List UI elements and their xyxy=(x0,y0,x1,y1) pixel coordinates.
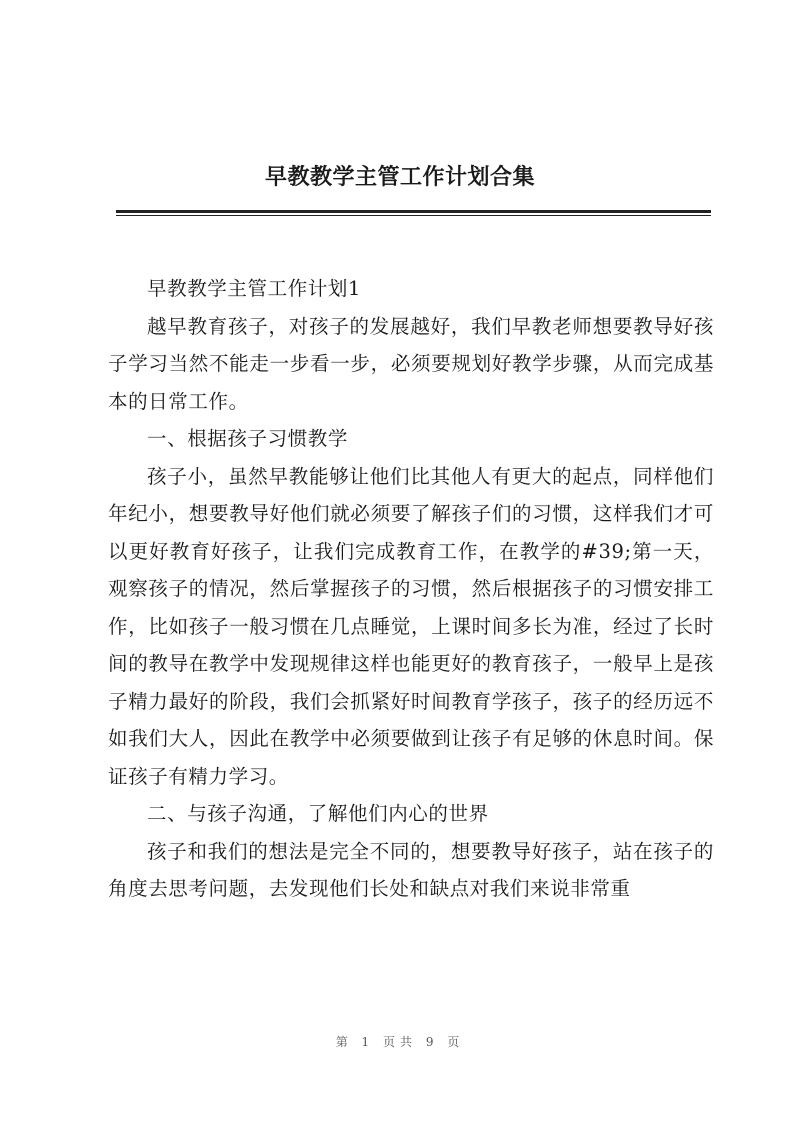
section-heading-2: 二、与孩子沟通，了解他们内心的世界 xyxy=(147,802,489,825)
document-title: 早教教学主管工作计划合集 xyxy=(264,164,535,190)
paragraph-intro: 越早教育孩子，对孩子的发展越好，我们早教老师想要教导好孩子学习当然不能走一步看一步，必须要规划好教学步骤，从而完成基本的日常工作。 xyxy=(108,314,714,413)
page-footer xyxy=(0,1033,800,1050)
document-body xyxy=(108,270,714,908)
paragraph-communication: 孩子和我们的想法是完全不同的，想要教导好孩子，站在孩子的角度去思考问题，去发现他们长处和缺点对我们来说非常重 xyxy=(108,839,714,900)
section-heading-1: 一、根据孩子习惯教学 xyxy=(147,427,349,450)
section-heading-plan-1: 早教教学主管工作计划1 xyxy=(147,277,362,300)
paragraph-habits: 孩子小，虽然早教能够让他们比其他人有更大的起点，同样他们年纪小，想要教导好他们就必须要了解孩子们的习惯，这样我们才可以更好教育好孩子，让我们完成教育工作，在教学的#39;第一天，观察孩子的情况，然后掌握孩子的习惯，然后根据孩子的习惯安排工作，比如孩子一般习惯在几点睡觉，上课时间多长为准，经过了长时间的教导在教学中发现规律这样也能更好的教育孩子，一般早上是孩子精力最好的阶段，我们会抓紧好时间教育学孩子，孩子的经历远不如我们大人，因此在教学中必须要做到让孩子有足够的休息时间。保证孩子有精力学习。 xyxy=(108,464,714,788)
page-number-text: 第 1 页共 9 页 xyxy=(335,1035,465,1049)
title-divider xyxy=(116,210,711,213)
